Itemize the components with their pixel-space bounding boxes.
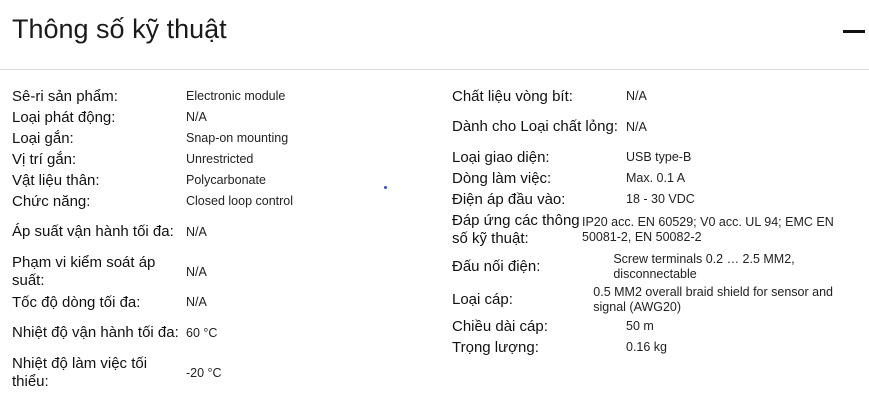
spec-row — [452, 283, 862, 316]
spec-value: Polycarbonate — [186, 173, 266, 187]
spec-label: Áp suất vận hành tối đa: — [12, 223, 174, 240]
spec-label: Loại cáp: — [452, 290, 513, 308]
spec-value: N/A — [186, 295, 207, 309]
spec-row — [452, 107, 862, 147]
spec-value: Max. 0.1 A — [626, 171, 686, 185]
spec-label: Nhiệt độ vận hành tối đa: — [12, 324, 179, 341]
spec-label: Trọng lượng: — [452, 338, 539, 356]
spec-row — [12, 107, 432, 128]
spec-value: N/A — [186, 110, 207, 124]
spec-row — [452, 250, 862, 283]
spec-label: Vị trí gắn: — [12, 150, 77, 168]
specs-right-column — [452, 86, 862, 358]
spec-value: 18 - 30 VDC — [626, 192, 695, 206]
spec-row — [12, 149, 432, 170]
spec-value: N/A — [186, 224, 207, 239]
spec-label: Loại giao diện: — [452, 148, 550, 166]
spec-label: Vật liệu thân: — [12, 171, 100, 189]
spec-label: Đấu nối điện: — [452, 257, 541, 275]
spec-value: N/A — [626, 119, 647, 134]
section-header[interactable] — [0, 0, 869, 70]
spec-row — [452, 86, 862, 107]
collapse-button[interactable] — [839, 18, 869, 44]
spec-label: Đáp ứng các thông số kỹ thuật: — [452, 212, 580, 247]
spec-label: Chất liệu vòng bít: — [452, 87, 573, 105]
spec-row — [452, 316, 862, 337]
spec-row — [452, 210, 862, 250]
spec-value: N/A — [626, 89, 647, 103]
spec-value: IP20 acc. EN 60529; V0 acc. UL 94; EMC EN 50081-2, EN 50082-2 — [582, 215, 834, 244]
spec-label: Chiều dài cáp: — [452, 317, 548, 335]
specs-left-column — [12, 86, 432, 393]
spec-label: Loại phát động: — [12, 108, 116, 126]
spec-row — [12, 353, 432, 393]
spec-value: USB type-B — [626, 150, 692, 164]
spec-row — [12, 86, 432, 107]
section-title: Thông số kỹ thuật — [12, 14, 227, 44]
spec-value: 0.16 kg — [626, 340, 668, 354]
spec-label: Sê-ri sản phẩm: — [12, 87, 118, 105]
spec-value: Screw terminals 0.2 … 2.5 MM2, disconnectable — [613, 251, 795, 281]
spec-row — [12, 212, 432, 252]
spec-value: -20 °C — [186, 365, 222, 380]
spec-row — [12, 128, 432, 149]
spec-value: 50 m — [626, 319, 654, 333]
spec-label: Loại gắn: — [12, 129, 74, 147]
spec-value: Snap-on mounting — [186, 131, 289, 145]
spec-label: Chức năng: — [12, 192, 91, 210]
spec-row — [452, 189, 862, 210]
decorative-dot — [384, 186, 387, 189]
minus-icon — [843, 30, 865, 33]
spec-row — [12, 191, 432, 212]
spec-label: Dành cho Loại chất lỏng: — [452, 118, 618, 135]
spec-row — [12, 313, 432, 353]
spec-label: Dòng làm việc: — [452, 169, 552, 187]
spec-label: Nhiệt độ làm việc tối thiểu: — [12, 355, 148, 390]
spec-value: Unrestricted — [186, 152, 254, 166]
spec-row — [452, 168, 862, 189]
spec-value: Closed loop control — [186, 194, 294, 208]
spec-row — [12, 252, 432, 292]
spec-row — [12, 170, 432, 191]
spec-value: 60 °C — [186, 325, 218, 340]
spec-value: N/A — [186, 264, 207, 279]
spec-row — [12, 292, 432, 313]
spec-label: Tốc độ dòng tối đa: — [12, 293, 141, 311]
spec-value: Electronic module — [186, 89, 286, 103]
spec-value: 0.5 MM2 overall braid shield for sensor and signal (AWG20) — [593, 284, 833, 314]
spec-row — [452, 337, 862, 358]
spec-row — [452, 147, 862, 168]
spec-label: Phạm vi kiểm soát áp suất: — [12, 254, 156, 289]
spec-label: Điện áp đầu vào: — [452, 190, 566, 208]
